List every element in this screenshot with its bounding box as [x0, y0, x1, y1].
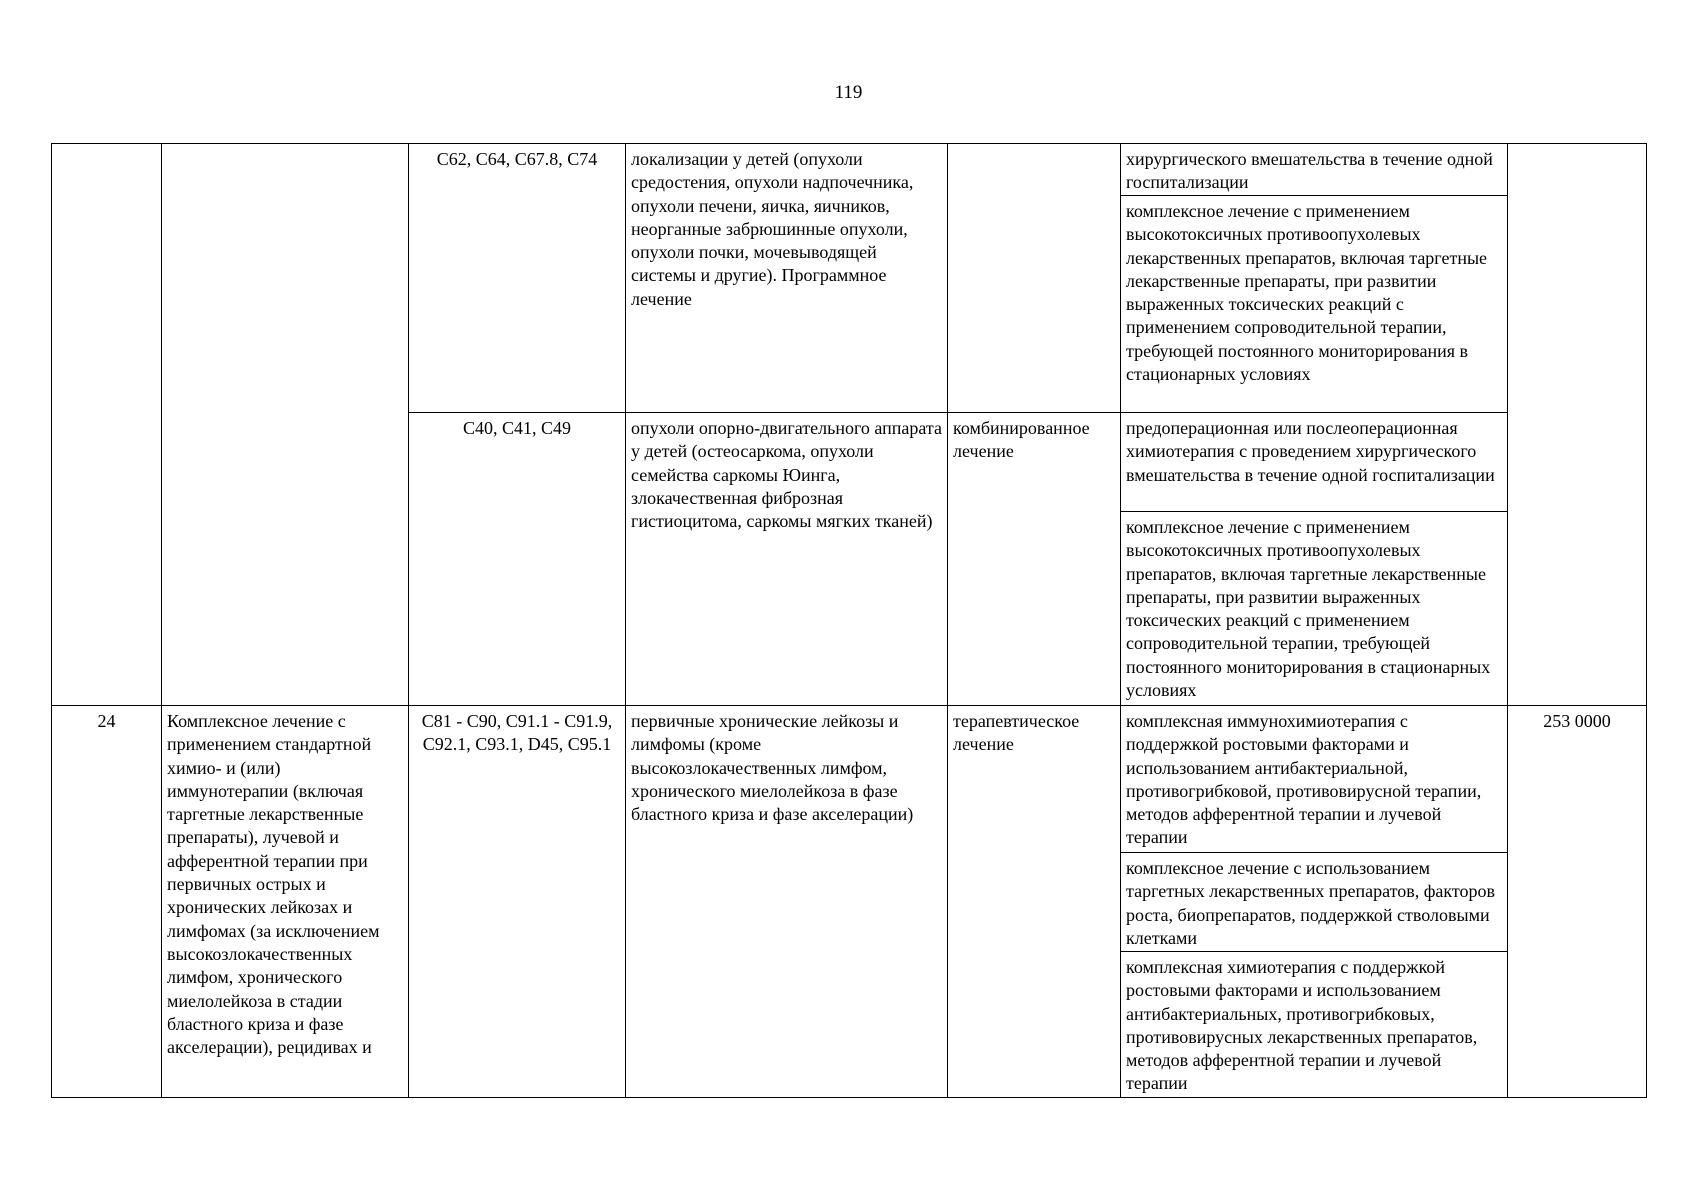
name-cell-continued	[162, 144, 409, 706]
row-number-cell: 24	[52, 706, 162, 1098]
medical-care-table	[51, 143, 1647, 1098]
cost-cell-continued	[1508, 144, 1647, 706]
codes-cell: C81 - C90, C91.1 - C91.9, C92.1, C93.1, D45, C95.1	[409, 706, 626, 1098]
method-cell: хирургического вмешательства в течение одной госпитализации	[1121, 144, 1508, 196]
number-cell-continued	[52, 144, 162, 706]
method-cell: предоперационная или послеоперационная химиотерапия с проведением хирургического вмешательства в течение одной госпитализации	[1121, 413, 1508, 512]
method-cell: комплексная химиотерапия с поддержкой ростовыми факторами и использованием антибактериальных, противогрибковых, противовирусных лекарственных препаратов, методов афферентной терапии и лучевой терапии	[1121, 952, 1508, 1098]
treatment-cell: терапевтическое лечение	[948, 706, 1121, 1098]
diagnosis-cell: опухоли опорно-двигательного аппарата у детей (остеосаркома, опухоли семейства саркомы Юинга, злокачественная фиброзная гистиоцитома, саркомы мягких тканей)	[626, 413, 948, 706]
cost-cell: 253 0000	[1508, 706, 1647, 1098]
page-number: 119	[834, 82, 863, 103]
method-cell: комплексное лечение с применением высокотоксичных противоопухолевых препаратов, включая таргетные лекарственные препараты, при развитии выраженных токсических реакций с применением сопроводительной терапии, требующей постоянного мониторирования в стационарных условиях	[1121, 512, 1508, 706]
name-cell: Комплексное лечение с применением стандартной химио- и (или) иммунотерапии (включая таргетные лекарственные препараты), лучевой и афферентной терапии при первичных острых и хронических лейкозах и лимфомах (за исключением высокозлокачественных лимфом, хронического миелолейкоза в стадии бластного криза и фазе акселерации), рецидивах и	[162, 706, 409, 1098]
diagnosis-cell: локализации у детей (опухоли средостения, опухоли надпочечника, опухоли печени, яичка, яичников, неорганные забрюшинные опухоли, опухоли почки, мочевыводящей системы и другие). Программное лечение	[626, 144, 948, 413]
treatment-cell	[948, 144, 1121, 413]
method-cell: комплексное лечение с применением высокотоксичных противоопухолевых лекарственных препаратов, включая таргетные лекарственные препараты, при развитии выраженных токсических реакций с применением сопроводительной терапии, требующей постоянного мониторирования в стационарных условиях	[1121, 196, 1508, 413]
diagnosis-cell: первичные хронические лейкозы и лимфомы (кроме высокозлокачественных лимфом, хронического миелолейкоза в фазе бластного криза и фазе акселерации)	[626, 706, 948, 1098]
codes-cell: C40, C41, C49	[409, 413, 626, 706]
codes-cell: C62, C64, C67.8, C74	[409, 144, 626, 413]
method-cell: комплексное лечение с использованием таргетных лекарственных препаратов, факторов роста, биопрепаратов, поддержкой стволовыми клетками	[1121, 853, 1508, 952]
method-cell: комплексная иммунохимиотерапия с поддержкой ростовыми факторами и использованием антибактериальной, противогрибковой, противовирусной терапии, методов афферентной терапии и лучевой терапии	[1121, 706, 1508, 853]
treatment-cell: комбинированное лечение	[948, 413, 1121, 706]
